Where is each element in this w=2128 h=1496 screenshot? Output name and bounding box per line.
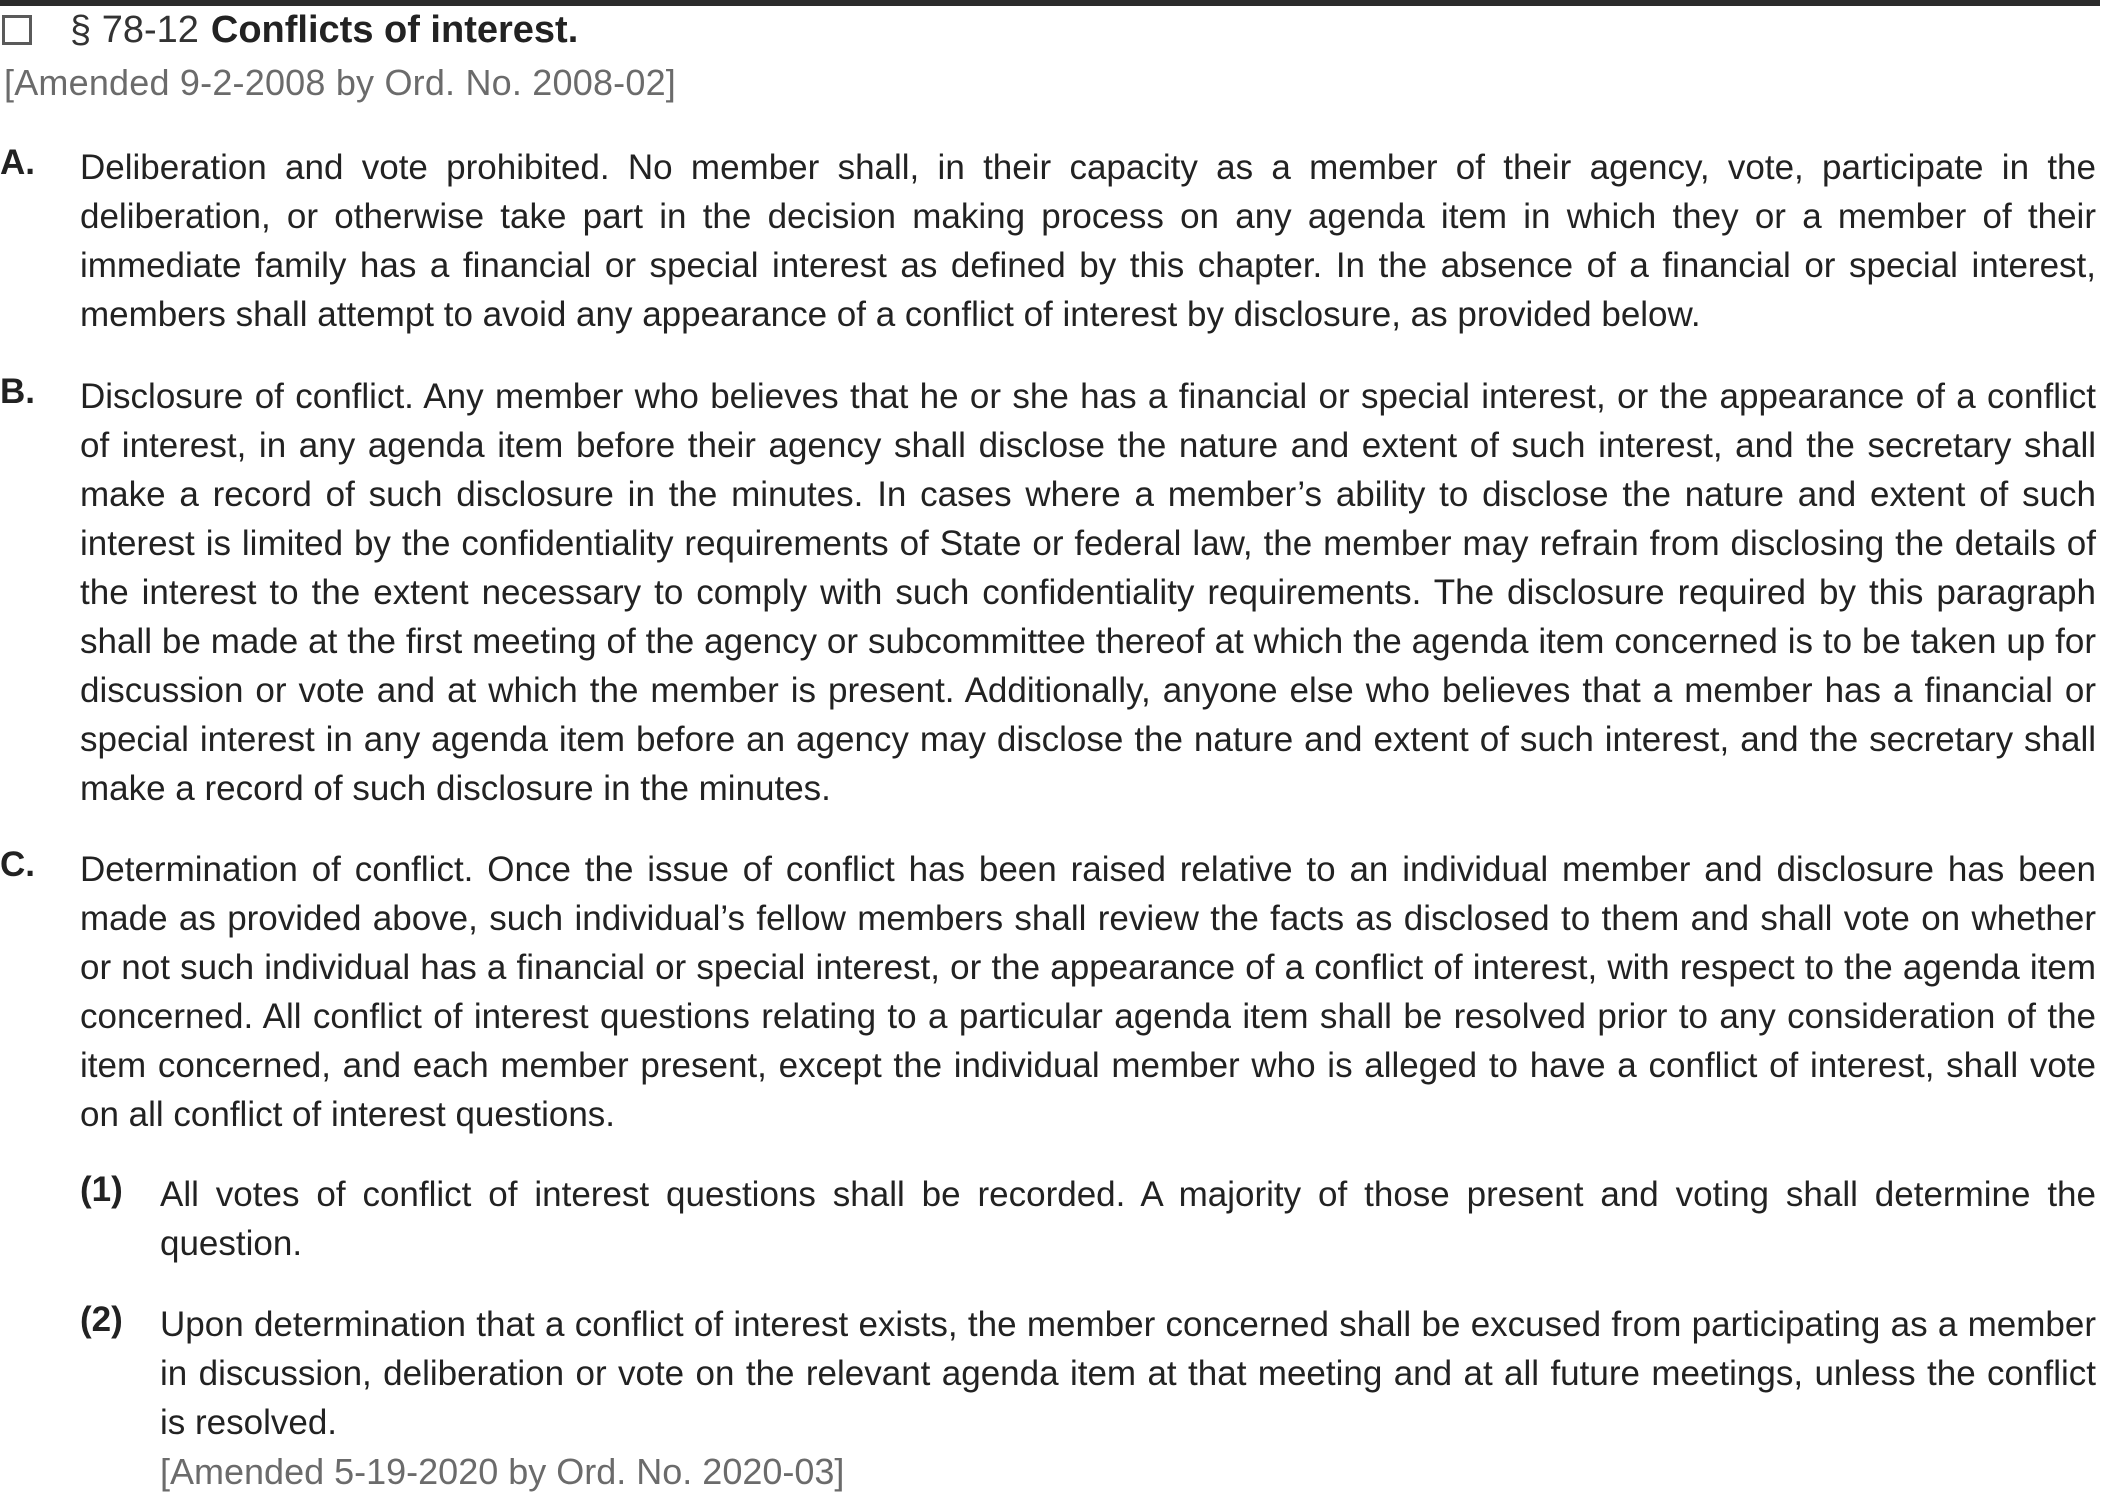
paragraph-text: Determination of conflict. Once the issue of conflict has been raised relative to an individual member and disclosure has been made as provided above, such individual’s fellow members shall review the facts as disclosed to them and shall vote on whether or not such individual has a financial or special interest, or the appearance of a conflict of interest, with respect to the agenda item concerned. All conflict of interest questions relating to a particular agenda item shall be resolved prior to any consideration of the item concerned, and each member present, except the individual member who is alleged to have a conflict of interest, shall vote on all conflict of interest questions.	[80, 850, 2096, 1134]
subparagraph-history-note: [Amended 5-19-2020 by Ord. No. 2020-03]	[160, 1451, 845, 1492]
subparagraph-text: Upon determination that a conflict of interest exists, the member concerned shall be excused from participating as a member in discussion, deliberation or vote on the relevant agenda item at that meeting and at all future meetings, unless the conflict is resolved.	[160, 1305, 2096, 1442]
section-title: Conflicts of interest.	[210, 8, 579, 51]
subparagraph-label: (1)	[80, 1170, 123, 1209]
paragraph-text: Deliberation and vote prohibited. No member shall, in their capacity as a member of their agency, vote, participate in the deliberation, or otherwise take part in the decision making process on any agenda item in which they or a member of their immediate family has a financial or special interest as defined by this chapter. In the absence of a financial or special interest, members shall attempt to avoid any appearance of a conflict of interest by disclosure, as provided below.	[80, 148, 2096, 334]
subparagraph-body	[160, 1300, 2096, 1496]
section-header	[0, 4, 578, 56]
section-number: § 78-12	[70, 8, 199, 51]
paragraph-label: C.	[0, 845, 35, 884]
paragraph-label: A.	[0, 143, 35, 182]
paragraph-label: B.	[0, 372, 35, 411]
paragraph-text: Disclosure of conflict. Any member who believes that he or she has a financial or special interest, or the appearance of a conflict of interest, in any agenda item before their agency shall disclose the nature and extent of such interest, and the secretary shall make a record of such disclosure in the minutes. In cases where a member’s ability to disclose the nature and extent of such interest is limited by the confidentiality requirements of State or federal law, the member may refrain from disclosing the details of the interest to the extent necessary to comply with such confidentiality requirements. The disclosure required by this paragraph shall be made at the first meeting of the agency or subcommittee thereof at which the agenda item concerned is to be taken up for discussion or vote and at which the member is present. Additionally, anyone else who believes that a member has a financial or special interest in any agenda item before an agency may disclose the nature and extent of such interest, and the secretary shall make a record of such disclosure in the minutes.	[80, 377, 2096, 808]
subparagraph-text: All votes of conflict of interest questions shall be recorded. A majority of those present and voting shall determine the question.	[160, 1175, 2096, 1263]
section-select-checkbox[interactable]	[2, 15, 32, 45]
section-history-note: [Amended 9-2-2008 by Ord. No. 2008-02]	[4, 62, 677, 103]
subparagraph-label: (2)	[80, 1300, 123, 1339]
